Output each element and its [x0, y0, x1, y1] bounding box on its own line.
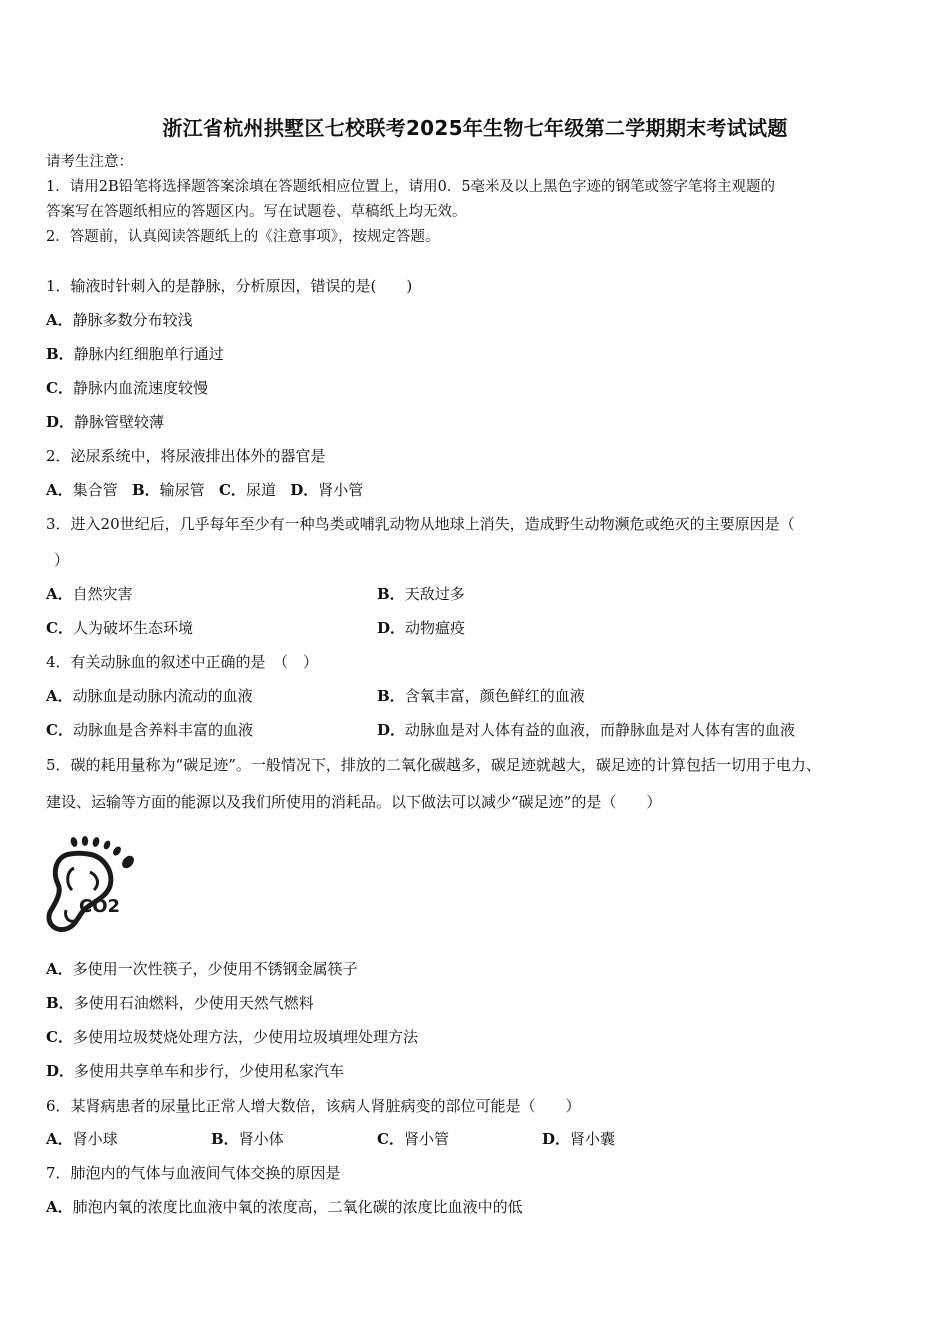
q1-option-d	[46, 412, 164, 432]
question-4-stem: 4．有关动脉血的叙述中正确的是 （ ）	[46, 653, 319, 671]
q3-option-d	[377, 618, 465, 638]
page-title: 浙江省杭州拱墅区七校联考2025年生物七年级第二学期期末考试试题	[162, 116, 788, 140]
question-5-stem-b: 建设、运输等方面的能源以及我们所使用的消耗品。以下做法可以减少“碳足迹”的是（ ）	[46, 793, 662, 811]
option-label: A．	[46, 1130, 73, 1148]
option-label: A．	[46, 687, 73, 705]
co2-label: CO2	[79, 896, 121, 917]
option-label: A．	[46, 1198, 73, 1216]
question-6-stem: 6．某肾病患者的尿量比正常人增大数倍，该病人肾脏病变的部位可能是（ ）	[46, 1097, 581, 1115]
option-text: 含氧丰富，颜色鲜红的血液	[404, 687, 585, 705]
option-label: A．	[46, 585, 73, 603]
option-text: 多使用垃圾焚烧处理方法，少使用垃圾填埋处理方法	[72, 1028, 418, 1046]
option-text: 静脉内红细胞单行通过	[73, 345, 224, 363]
q6-option-a	[46, 1129, 118, 1149]
q5-option-d	[46, 1061, 344, 1081]
option-text: 人为破坏生态环境	[72, 619, 193, 637]
option-text: 多使用共享单车和步行，少使用私家汽车	[74, 1062, 345, 1080]
option-text: 自然灾害	[72, 585, 133, 603]
option-label: A．	[46, 481, 73, 499]
q1-option-c	[46, 378, 208, 398]
option-text: 肾小管	[403, 1130, 449, 1148]
option-text: 多使用一次性筷子，少使用不锈钢金属筷子	[72, 960, 358, 978]
q5-option-b	[46, 993, 314, 1013]
option-text: 尿道	[245, 481, 276, 499]
option-text: 肾小球	[72, 1130, 118, 1148]
option-label: B．	[46, 994, 74, 1012]
q2-options	[46, 480, 363, 500]
option-text: 肾小囊	[570, 1130, 616, 1148]
option-label: D．	[46, 1062, 75, 1080]
option-label: C．	[46, 379, 73, 397]
carbon-footprint-icon	[44, 832, 144, 934]
option-text: 静脉多数分布较浅	[72, 311, 193, 329]
option-text: 静脉管壁较薄	[74, 413, 165, 431]
q3-option-c	[46, 618, 193, 638]
q5-option-c	[46, 1027, 418, 1047]
q1-option-b	[46, 344, 224, 364]
notice-line-1b: 答案写在答题纸相应的答题区内。写在试题卷、草稿纸上均无效。	[46, 204, 467, 220]
option-text: 肺泡内氧的浓度比血液中氧的浓度高，二氧化碳的浓度比血液中的低	[72, 1198, 523, 1216]
option-label: D．	[377, 721, 406, 739]
q4-option-b	[377, 686, 585, 706]
option-label: B．	[211, 1130, 239, 1148]
question-5-stem-a: 5．碳的耗用量称为“碳足迹”。一般情况下，排放的二氧化碳越多，碳足迹就越大，碳足迹的计算包括一切用于电力、	[46, 756, 821, 774]
option-label: C．	[46, 1028, 73, 1046]
option-text: 天敌过多	[404, 585, 465, 603]
option-text: 动脉血是对人体有益的血液，而静脉血是对人体有害的血液	[405, 721, 796, 739]
option-label: C．	[46, 619, 73, 637]
option-label: D．	[377, 619, 406, 637]
option-label: D．	[542, 1130, 571, 1148]
question-1-stem: 1．输液时针刺入的是静脉，分析原因，错误的是( )	[46, 277, 413, 295]
option-label: B．	[46, 345, 74, 363]
option-label: B．	[377, 687, 405, 705]
q3-option-a	[46, 584, 133, 604]
option-label: A．	[46, 960, 73, 978]
option-label: C．	[218, 481, 246, 499]
q6-option-b	[211, 1129, 284, 1149]
q4-option-a	[46, 686, 253, 706]
question-7-stem: 7．肺泡内的气体与血液间气体交换的原因是	[46, 1164, 341, 1182]
q1-option-a	[46, 310, 193, 330]
question-3-stem-b: ）	[54, 551, 70, 569]
option-text: 肾小体	[238, 1130, 284, 1148]
option-text: 动脉血是含养料丰富的血液	[72, 721, 253, 739]
option-text: 集合管	[72, 481, 118, 499]
option-label: C．	[46, 721, 73, 739]
option-text: 静脉内血流速度较慢	[72, 379, 208, 397]
option-text: 肾小管	[318, 481, 364, 499]
option-label: D．	[46, 413, 75, 431]
q4-option-d	[377, 720, 795, 740]
option-label: B．	[131, 481, 160, 499]
notice-line-1a: 1．请用2B铅笔将选择题答案涂填在答题纸相应位置上，请用0．5毫米及以上黑色字迹的钢笔或签字笔将主观题的	[46, 179, 776, 195]
option-label: B．	[377, 585, 405, 603]
q6-option-c	[377, 1129, 449, 1149]
option-text: 动脉血是动脉内流动的血液	[72, 687, 253, 705]
q6-option-d	[542, 1129, 615, 1149]
notice-line-2: 2．答题前，认真阅读答题纸上的《注意事项》，按规定答题。	[46, 229, 440, 245]
question-3-stem-a: 3．进入20世纪后，几乎每年至少有一种鸟类或哺乳动物从地球上消失，造成野生动物濒危或绝灭的主要原因是（	[46, 515, 795, 533]
option-text: 多使用石油燃料，少使用天然气燃料	[73, 994, 314, 1012]
option-label: D．	[290, 481, 319, 499]
question-2-stem: 2．泌尿系统中，将尿液排出体外的器官是	[46, 447, 326, 465]
option-label: C．	[377, 1130, 404, 1148]
q7-option-a	[46, 1197, 523, 1217]
q4-option-c	[46, 720, 253, 740]
option-text: 动物瘟疫	[405, 619, 466, 637]
option-text: 输尿管	[159, 481, 205, 499]
notice-heading: 请考生注意：	[46, 154, 133, 170]
q3-option-b	[377, 584, 465, 604]
q5-option-a	[46, 959, 358, 979]
option-label: A．	[46, 311, 73, 329]
